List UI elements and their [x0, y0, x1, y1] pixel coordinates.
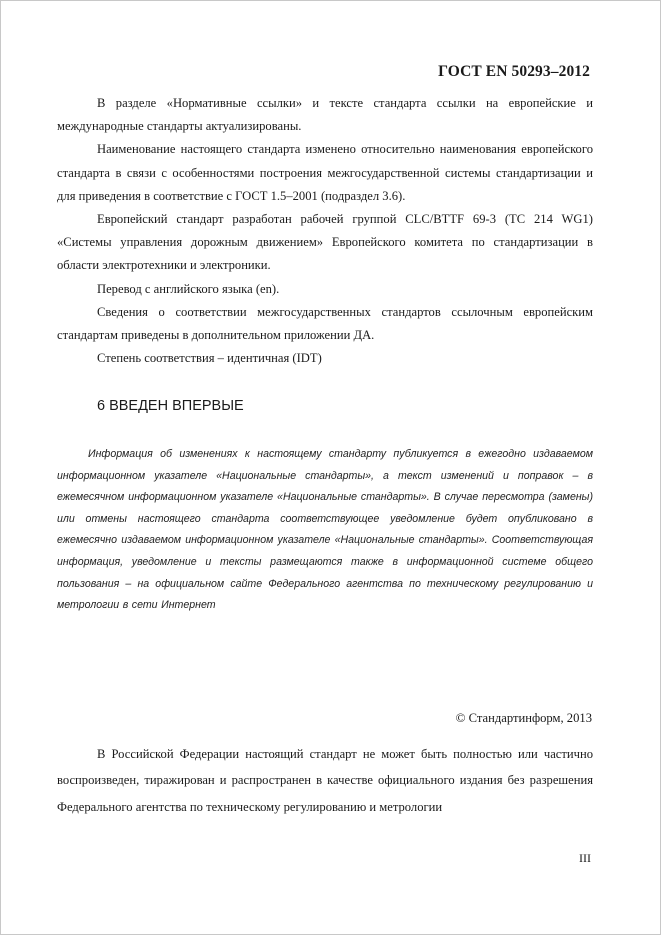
paragraph-name-change: Наименование настоящего стандарта изменено относительно наименования европейского стандарта в связи с особенностями построения межгосударственной системы стандартизации и для приведения в соответствие с ГОСТ 1.5–2001 (подраздел 3.6). — [57, 142, 593, 203]
copyright-icon: © — [455, 710, 466, 725]
standard-designation: ГОСТ EN 50293–2012 — [438, 63, 590, 80]
paragraph-normative-references: В разделе «Нормативные ссылки» и тексте стандарта ссылки на европейские и международные стандарты актуализированы. — [57, 96, 593, 134]
paragraph-correspondence: Сведения о соответствии межгосударственных стандартов ссылочным европейским стандартам приведены в дополнительном приложении ДА. — [57, 304, 593, 343]
paragraph-working-group: Европейский стандарт разработан рабочей группой CLC/BTTF 69-3 (TC 214 WG1) «Системы управления дорожным движением» Европейского комитета по стандартизации в области электротехники и электроники. — [57, 212, 593, 273]
copyright-line — [456, 710, 592, 726]
page-number: III — [579, 851, 591, 865]
paragraph-translation: Перевод с английского языка (en). — [97, 281, 280, 296]
paragraph-degree: Степень соответствия – идентичная (IDT) — [97, 351, 322, 366]
reproduction-notice: В Российской Федерации настоящий стандарт не может быть полностью или частично воспроизведен, тиражирован и распространен в качестве официального издания без разрешения Федерального агентства по техническому регулированию и метрологии — [57, 747, 593, 814]
copyright-text: Стандартинформ, 2013 — [468, 711, 592, 725]
foreword-body — [57, 92, 593, 370]
section-6-heading: 6 ВВЕДЕН ВПЕРВЫЕ — [97, 398, 244, 414]
change-information-note: Информация об изменениях к настоящему стандарту публикуется в ежегодно издаваемом информационном указателе «Национальные стандарты», а текст изменений и поправок – в ежемесячном информационном указателе «Национальные стандарты». В случае пересмотра (замены) или отмены настоящего стандарта соответствующее уведомление будет опубликовано в ежемесячно издаваемом информационном указателе «Национальные стандарты». Соответствующая информация, уведомление и тексты размещаются также в информационной системе общего пользования – на официальном сайте Федерального агентства по техническому регулированию и метрологии в сети Интернет — [57, 448, 593, 612]
